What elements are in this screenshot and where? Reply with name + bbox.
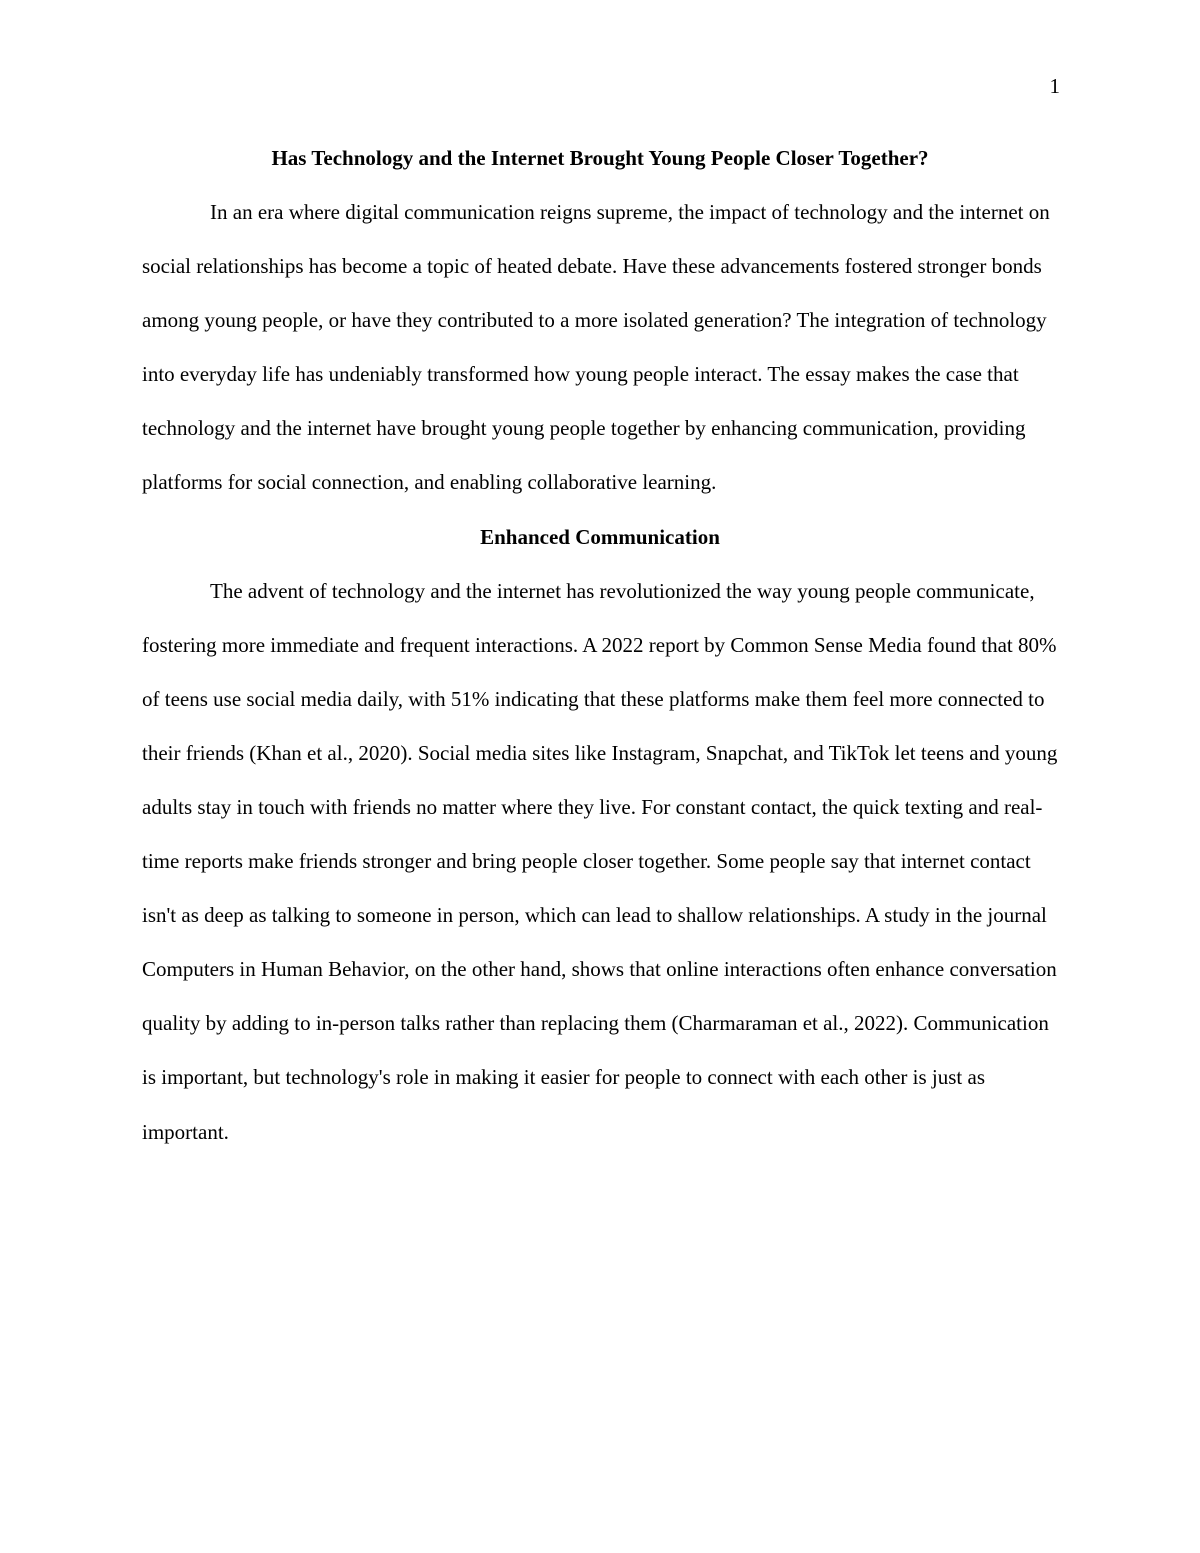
section-heading: Enhanced Communication xyxy=(480,524,720,549)
essay-title: Has Technology and the Internet Brought Young People Closer Together? xyxy=(271,146,929,170)
section-paragraph: The advent of technology and the internet has revolutionized the way young people communicate, fostering more immediate and frequent interactions. A 2022 report by Common Sense Media found that 80% of teens use social media daily, with 51% indicating that these platforms make them feel more connected to their friends (Khan et al., 2020). Social media sites like Instagram, Snapchat, and TikTok let teens and young adults stay in touch with friends no matter where they live. For constant contact, the quick texting and real-time reports make friends stronger and bring people closer together. Some people say that internet contact isn't as deep as talking to someone in person, which can lead to shallow relationships. A study in the journal Computers in Human Behavior, on the other hand, shows that online interactions often enhance conversation quality by adding to in-person talks rather than replacing them (Charmaraman et al., 2022). Communication is important, but technology's role in making it easier for people to connect with each other is just as important. xyxy=(142,578,1058,1144)
page-number: 1 xyxy=(1049,74,1060,98)
intro-paragraph: In an era where digital communication reigns supreme, the impact of technology and the internet on social relationships has become a topic of heated debate. Have these advancements fostered stronger bonds among young people, or have they contributed to a more isolated generation? The integration of technology into everyday life has undeniably transformed how young people interact. The essay makes the case that technology and the internet have brought young people together by enhancing communication, providing platforms for social connection, and enabling collaborative learning. xyxy=(142,200,1050,495)
document-body xyxy=(142,143,1058,1159)
